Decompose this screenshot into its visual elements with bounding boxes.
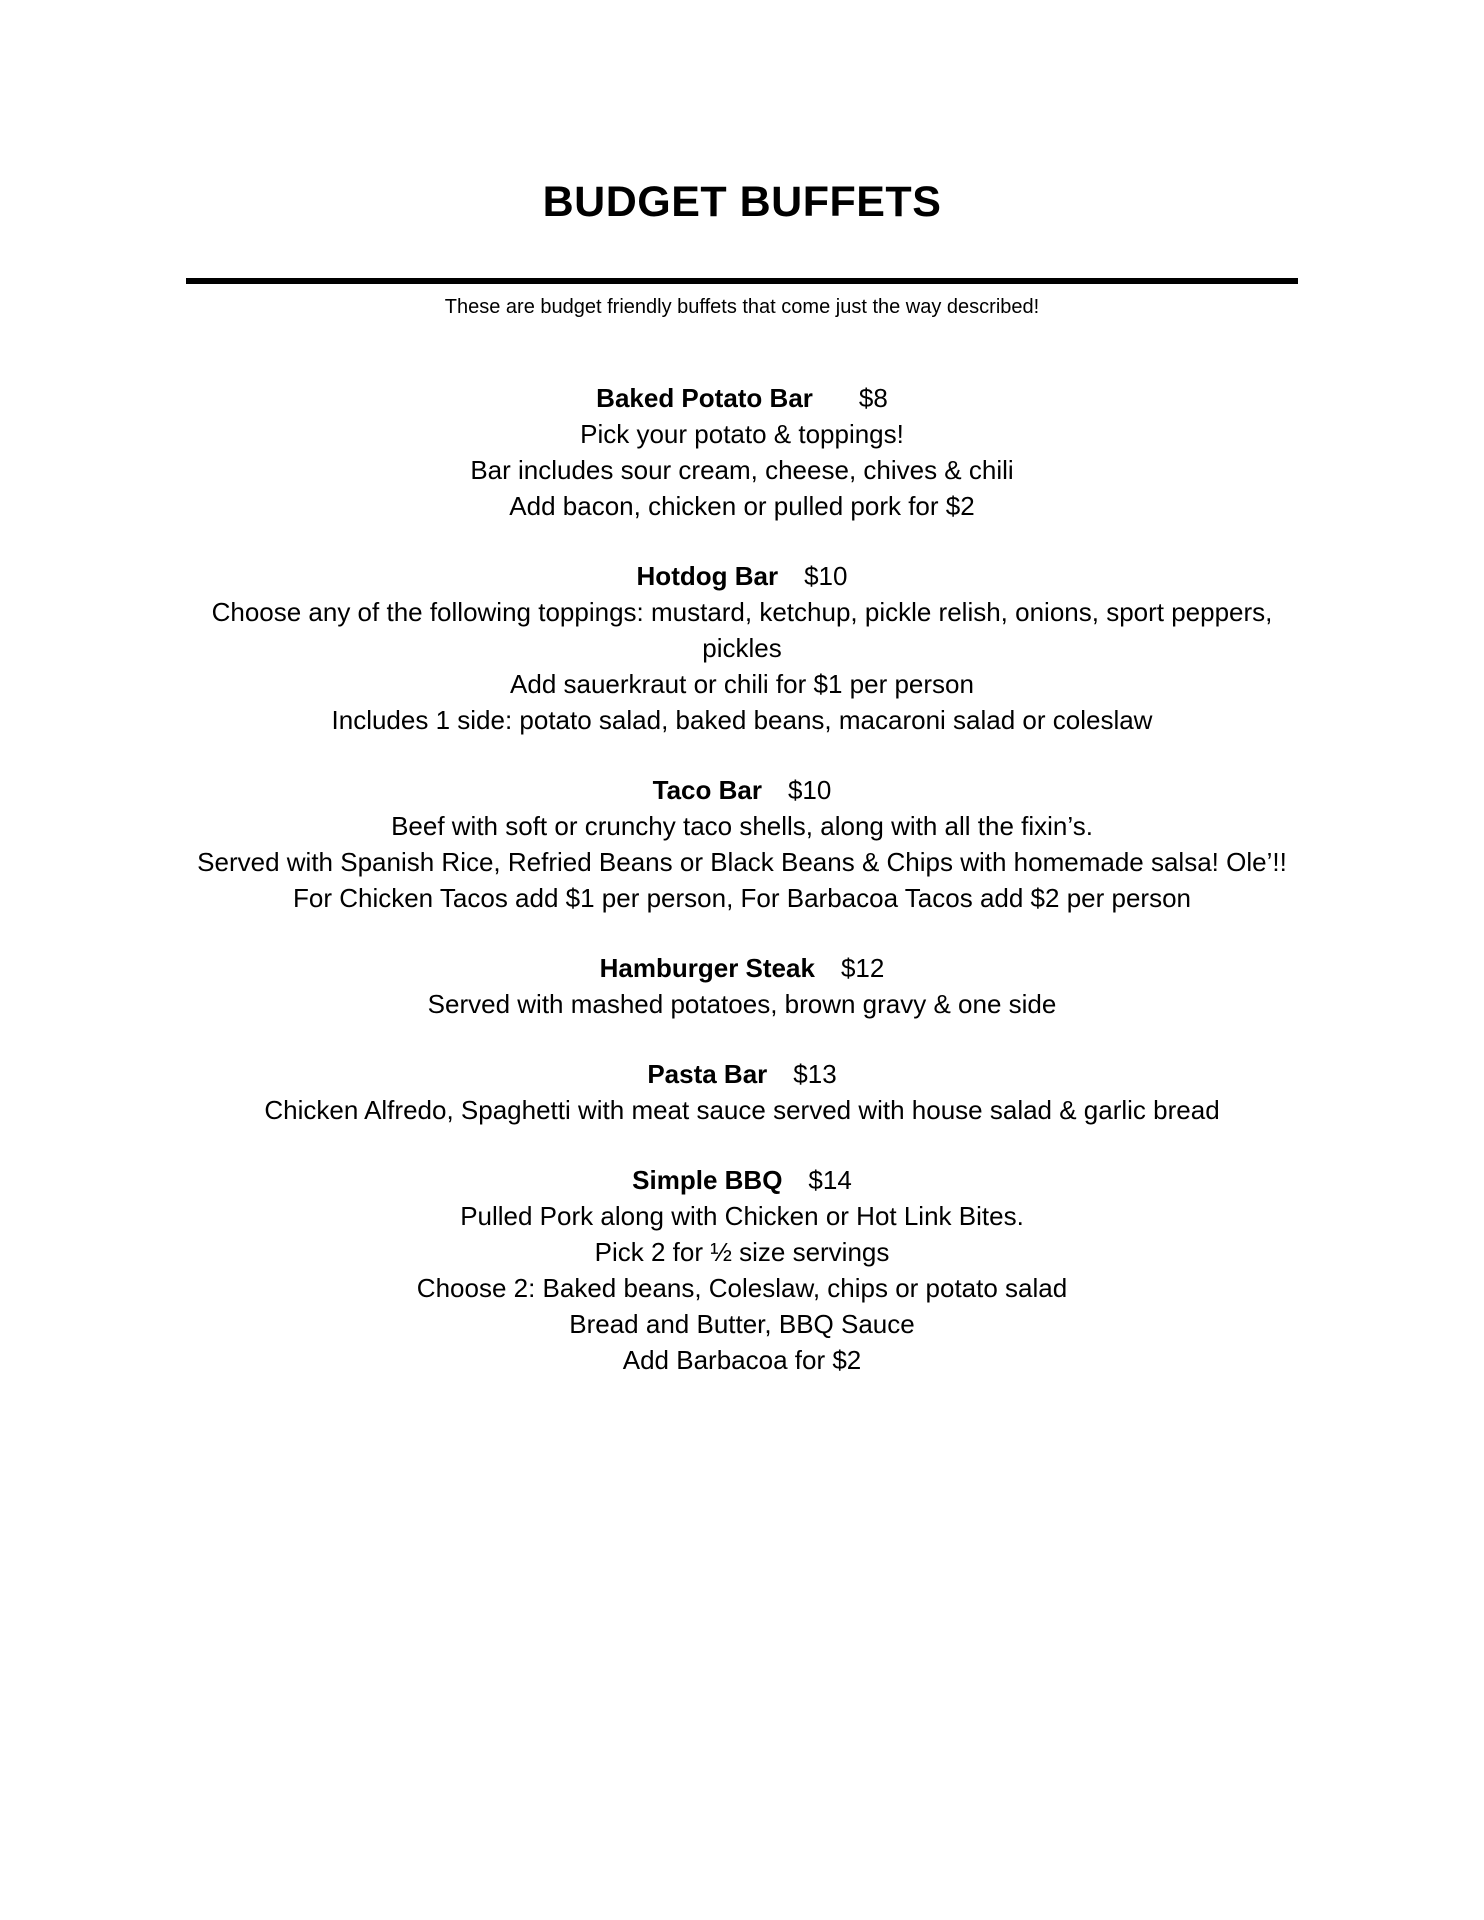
buffet-item-header (180, 950, 1304, 986)
buffet-item-description-line: Includes 1 side: potato salad, baked beans, macaroni salad or coleslaw (331, 705, 1153, 735)
buffet-item-price: $8 (858, 383, 888, 413)
buffet-item-price: $13 (793, 1059, 837, 1089)
buffet-item-description-line: Served with mashed potatoes, brown gravy & one side (427, 989, 1057, 1019)
buffet-item-description-line: For Chicken Tacos add $1 per person, For Barbacoa Tacos add $2 per person (292, 883, 1191, 913)
title-divider (186, 278, 1298, 284)
buffet-item-hamburger-steak (180, 950, 1304, 1022)
buffet-item-header (180, 1056, 1304, 1092)
buffet-item-description-line: Bread and Butter, BBQ Sauce (569, 1309, 915, 1339)
buffet-item-header (180, 772, 1304, 808)
buffet-item-taco-bar (180, 772, 1304, 916)
buffet-item-description-line: Choose any of the following toppings: mustard, ketchup, pickle relish, onions, sport peppers, (211, 597, 1273, 627)
buffet-item-simple-bbq (180, 1162, 1304, 1378)
buffet-item-description-line: Chicken Alfredo, Spaghetti with meat sauce served with house salad & garlic bread (264, 1095, 1220, 1125)
buffet-item-header (180, 558, 1304, 594)
buffet-item-description-line: Beef with soft or crunchy taco shells, along with all the fixin’s. (391, 811, 1093, 841)
buffet-item-name: Simple BBQ (632, 1165, 783, 1195)
buffet-item-description-line: Pick your potato & toppings! (580, 419, 904, 449)
buffet-item-description-line: Pick 2 for ½ size servings (594, 1237, 890, 1267)
buffet-item-name: Hamburger Steak (599, 953, 815, 983)
buffet-item-description-line: Add sauerkraut or chili for $1 per person (510, 669, 974, 699)
buffet-item-price: $10 (804, 561, 848, 591)
buffet-list (180, 380, 1304, 1412)
buffet-item-name: Taco Bar (652, 775, 762, 805)
buffet-item-price: $12 (840, 953, 885, 983)
buffet-item-description-line: pickles (702, 633, 782, 663)
page-subtitle: These are budget friendly buffets that come just the way described! (444, 296, 1040, 318)
page-title: BUDGET BUFFETS (542, 178, 942, 226)
buffet-item-pasta-bar (180, 1056, 1304, 1128)
buffet-item-description-line: Add bacon, chicken or pulled pork for $2 (509, 491, 975, 521)
buffet-item-price: $10 (787, 775, 832, 805)
buffet-item-header (180, 1162, 1304, 1198)
buffet-item-description-line: Served with Spanish Rice, Refried Beans or Black Beans & Chips with homemade salsa! Ole’!! (197, 847, 1287, 877)
buffet-item-description-line: Pulled Pork along with Chicken or Hot Link Bites. (460, 1201, 1024, 1231)
buffet-item-description-line: Choose 2: Baked beans, Coleslaw, chips or potato salad (416, 1273, 1068, 1303)
buffet-item-description-line: Bar includes sour cream, cheese, chives & chili (470, 455, 1014, 485)
buffet-item-header (180, 380, 1304, 416)
buffet-item-price: $14 (808, 1165, 852, 1195)
buffet-item-baked-potato-bar (180, 380, 1304, 524)
buffet-item-name: Hotdog Bar (636, 561, 779, 591)
buffet-item-name: Pasta Bar (647, 1059, 768, 1089)
buffet-item-description-line: Add Barbacoa for $2 (622, 1345, 862, 1375)
buffet-item-name: Baked Potato Bar (596, 383, 813, 413)
buffet-item-hotdog-bar (180, 558, 1304, 738)
